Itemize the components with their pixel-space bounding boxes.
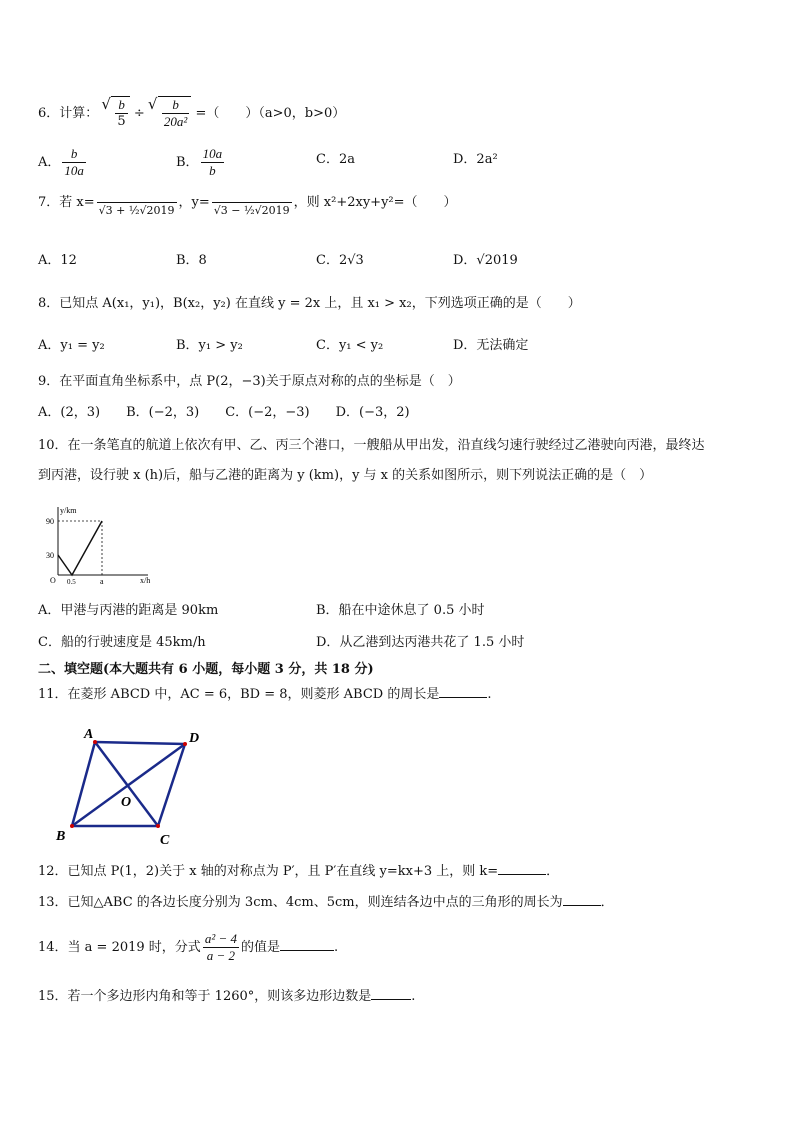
q6-sqrt2-den: 20a² bbox=[163, 114, 188, 129]
q6-option-d[interactable]: D．2a² bbox=[453, 152, 498, 167]
q10-tick-a: a bbox=[100, 577, 104, 586]
q7-option-c[interactable]: C．2√3 bbox=[316, 253, 364, 268]
q6-option-a-num: b bbox=[62, 146, 86, 163]
q9-options[interactable]: A．(2，3) B．(−2，3) C．(−2，−3) D．(−3，2) bbox=[38, 405, 410, 420]
q12-end: ． bbox=[546, 864, 560, 879]
q11-point-b bbox=[70, 824, 74, 828]
q6-sqrt2 bbox=[158, 96, 191, 130]
q11-label-b: B bbox=[56, 829, 66, 844]
q11-point-c bbox=[156, 824, 160, 828]
q13-answer-blank[interactable] bbox=[563, 893, 601, 906]
q10-tick-05: 0.5 bbox=[67, 578, 76, 586]
q11-diagonal-bd bbox=[72, 744, 185, 826]
q7-option-d[interactable]: D．√2019 bbox=[453, 253, 518, 268]
q6-option-b-den: b bbox=[209, 163, 216, 178]
q11-side-ba bbox=[72, 742, 95, 826]
q15-stem bbox=[38, 987, 415, 1007]
q11-diagonal-ac bbox=[95, 742, 158, 826]
q8-option-a[interactable]: A．y₁ = y₂ bbox=[38, 338, 105, 353]
q11-label-c: C bbox=[160, 833, 170, 848]
q11-point-d bbox=[183, 742, 187, 746]
q11-stem bbox=[38, 685, 491, 705]
q11-point-a bbox=[93, 740, 97, 744]
q11-end: . bbox=[487, 687, 492, 702]
q8-option-d[interactable]: D．无法确定 bbox=[453, 338, 529, 353]
q10-option-c[interactable]: C．船的行驶速度是 45km/h bbox=[38, 635, 206, 650]
q6-stem bbox=[38, 96, 345, 130]
q10-xlabel: x/h bbox=[140, 576, 151, 585]
q12-stem bbox=[38, 862, 559, 882]
q13-end: ． bbox=[600, 895, 614, 910]
q7-y-den: √3 − ½√2019 bbox=[213, 204, 290, 217]
q8-option-b[interactable]: B．y₁ > y₂ bbox=[176, 338, 243, 353]
q6-sqrt1 bbox=[111, 96, 129, 130]
q14-end: . bbox=[334, 940, 339, 955]
q14-den: a − 2 bbox=[206, 948, 236, 963]
q8-option-c[interactable]: C．y₁ < y₂ bbox=[316, 338, 384, 353]
section2-title: 二、填空题(本大题共有 6 小题，每小题 3 分，共 18 分) bbox=[38, 662, 374, 677]
q7-number: 7．若 x= bbox=[38, 195, 95, 210]
q6-sqrt1-num: √ b bbox=[115, 97, 127, 114]
q8-stem: 8．已知点 A(x₁，y₁)，B(x₂，y₂) 在直线 y = 2x 上，且 x₁ > x₂，下列选项正确的是（ ） bbox=[38, 296, 581, 311]
q10-option-d[interactable]: D．从乙港到达丙港共花了 1.5 小时 bbox=[316, 635, 525, 650]
q7-option-b[interactable]: B．8 bbox=[176, 253, 207, 268]
q11-side-dc bbox=[158, 744, 185, 826]
q10-stem-line1: 10．在一条笔直的航道上依次有甲、乙、丙三个港口，一艘船从甲出发，沿直线匀速行驶经过乙港驶向丙港，最终达 bbox=[38, 438, 705, 453]
q10-ylabel: y/km bbox=[60, 506, 77, 515]
q7-option-a[interactable]: A．12 bbox=[38, 253, 77, 268]
q6-option-a[interactable] bbox=[38, 146, 88, 179]
q7-stem bbox=[38, 186, 457, 219]
q6-option-b-label: B． bbox=[176, 155, 199, 170]
q6-div: ÷ bbox=[133, 106, 145, 121]
q6-option-b-num: 10a bbox=[202, 146, 223, 161]
q11-answer-blank[interactable] bbox=[439, 685, 487, 698]
q6-option-a-den: 10a bbox=[64, 163, 84, 178]
q14-pre: 14．当 a = 2019 时，分式 bbox=[38, 940, 201, 955]
q7-x-den: √3 + ½√2019 bbox=[98, 204, 175, 217]
q11-label-d: D bbox=[189, 731, 200, 746]
q14-post: 的值是 bbox=[240, 940, 280, 955]
q10-tick-90: 90 bbox=[46, 517, 54, 526]
q13-stem bbox=[38, 893, 614, 913]
q14-stem bbox=[38, 930, 338, 966]
q12-answer-blank[interactable] bbox=[498, 862, 546, 875]
q6-option-b[interactable] bbox=[176, 146, 226, 179]
q14-num: a² − 4 bbox=[204, 931, 237, 946]
q10-graph bbox=[40, 503, 160, 588]
q6-number: 6．计算： bbox=[38, 106, 99, 121]
q11-text: 11．在菱形 ABCD 中，AC = 6，BD = 8，则菱形 ABCD 的周长是 bbox=[38, 687, 440, 702]
q7-tail: ，则 x²+2xy+y²=（ ） bbox=[293, 195, 457, 210]
q10-option-b[interactable]: B．船在中途休息了 0.5 小时 bbox=[316, 603, 485, 618]
q10-option-a[interactable]: A．甲港与丙港的距离是 90km bbox=[38, 603, 219, 618]
q6-sqrt2-num: √ b bbox=[162, 97, 189, 114]
q13-text: 13．已知△ABC 的各边长度分别为 3cm、4cm、5cm，则连结各边中点的三角形的周长为 bbox=[38, 895, 563, 910]
q9-stem: 9．在平面直角坐标系中，点 P(2，−3)关于原点对称的点的坐标是（ ） bbox=[38, 374, 461, 389]
q14-answer-blank[interactable] bbox=[280, 938, 334, 951]
q10-tick-30: 30 bbox=[46, 551, 54, 560]
q15-end: . bbox=[411, 989, 416, 1004]
q6-option-a-label: A． bbox=[38, 155, 61, 170]
q11-label-a: A bbox=[84, 727, 94, 742]
q11-rhombus-figure bbox=[50, 722, 220, 852]
q10-stem-line2: 到丙港，设行驶 x (h)后，船与乙港的距离为 y (km)，y 与 x 的关系如图所示，则下列说法正确的是（ ） bbox=[38, 468, 653, 483]
q11-label-o: O bbox=[121, 795, 132, 810]
q7-y-label: ，y= bbox=[178, 195, 210, 210]
q12-text: 12．已知点 P(1，2)关于 x 轴的对称点为 P′，且 P′在直线 y=kx+3 上，则 k= bbox=[38, 864, 499, 879]
q15-text: 15．若一个多边形内角和等于 1260°，则该多边形边数是 bbox=[38, 989, 372, 1004]
q6-option-c[interactable]: C．2a bbox=[316, 152, 355, 167]
q11-side-ad bbox=[95, 742, 185, 744]
q10-graph-line bbox=[58, 521, 102, 575]
q10-origin: O bbox=[50, 576, 56, 585]
q15-answer-blank[interactable] bbox=[371, 987, 411, 1000]
q6-sqrt1-den: 5 bbox=[117, 114, 126, 129]
q6-tail: =（ ）（a>0，b>0） bbox=[195, 106, 346, 121]
